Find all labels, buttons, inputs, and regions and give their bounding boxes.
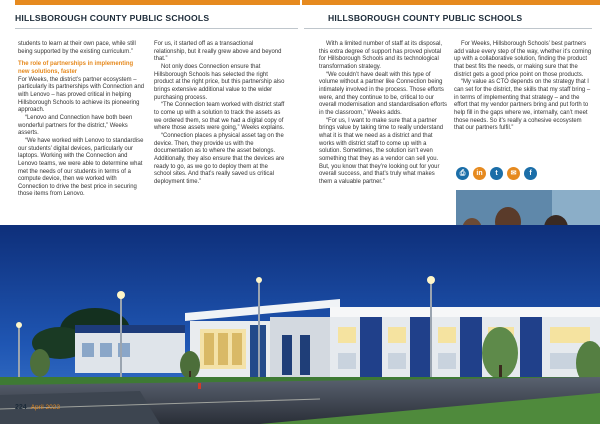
paragraph: With a limited number of staff at its disposal, this extra degree of support has proved pivotal for Hillsborough Schools and its technological transformation strategy. bbox=[319, 41, 443, 70]
school-building-illustration bbox=[0, 225, 600, 424]
article-column-2 bbox=[154, 41, 286, 186]
paragraph: “For us, I want to make sure that a partner brings value by taking time to really understand what it is that we need as a district and that works with district staff to come up with a solution. Sometimes, the solution isn’t even something that they as a vendor can sell you. But, you know that they’re looking out for your overall success, and that’s truly what makes them a valuable partner.” bbox=[319, 117, 444, 185]
page-footer bbox=[15, 404, 60, 411]
page-header bbox=[0, 0, 600, 30]
issue-date: April 2023 bbox=[30, 404, 60, 411]
paragraph: “Lenovo and Connection have both been wonderful partners for the district,” Weeks asserts. bbox=[18, 114, 133, 137]
facebook-icon[interactable]: f bbox=[524, 167, 537, 180]
paragraph: For Weeks, Hillsborough Schools’ best partners add value every step of the way, whether it’s coming up with a collaborative solution, finding the product that best fits the needs, or making sure that the district gets a good price point on those products. bbox=[454, 41, 592, 78]
header-title-right: HILLSBOROUGH COUNTY PUBLIC SCHOOLS bbox=[328, 13, 523, 23]
paragraph: Not only does Connection ensure that Hillsborough Schools has selected the right product at the right price, but this partnership also brings extensive additional value to the wider purchasing process. bbox=[154, 63, 285, 101]
linkedin-icon[interactable]: in bbox=[473, 167, 486, 180]
paragraph: “Connection places a physical asset tag on the device. Then, they provide us with the documentation as to where the asset belongs. Additionally, they also ensure that the devices are ready to go, as we go to deploy them at the school sites. And that’s really saved us critical deployment time.” bbox=[154, 132, 285, 185]
paragraph: “We couldn’t have dealt with this type of volume without a partner like Connection being intimately involved in the process. Those efforts were, and they continue to be, critical to our overall modernisation and standardisation efforts in the classroom,” Weeks adds. bbox=[319, 71, 447, 116]
article-column-4 bbox=[454, 41, 592, 133]
paragraph: “The Connection team worked with district staff to come up with a solution to track the assets as we ordered them, so that we had a digital copy of where those assets were going,” Weeks explains. bbox=[154, 102, 285, 132]
school-building-photo bbox=[0, 225, 600, 424]
paragraph: “We have worked with Lenovo to standardise our students’ digital devices, particularly our laptops. Working with the Connection and Lenovo teams, we were able to determine what met the needs of our students in terms of a compute device, then we worked with Connection to drive the best price in securing those items from Lenovo. bbox=[18, 137, 144, 198]
header-rule-right bbox=[304, 28, 592, 29]
header-title-left: HILLSBOROUGH COUNTY PUBLIC SCHOOLS bbox=[15, 13, 210, 23]
paragraph: “My value as CTO depends on the strategy that I can set for the district, the skills that my staff bring – in terms of implementing that strategy – and the effort that my vendor partners bring and put forth to help fill in the gaps where we, internally, can’t meet those needs. So it’s really a cohesive ecosystem that our partners fulfil.” bbox=[454, 79, 591, 132]
header-accent-bar-left bbox=[15, 0, 300, 5]
header-accent-bar-right bbox=[302, 0, 600, 5]
article-column-1 bbox=[18, 41, 146, 199]
paragraph: For us, it started off as a transactional relationship, but it really grew above and beyond that.” bbox=[154, 41, 282, 63]
section-subheading: The role of partnerships in implementing new solutions, faster bbox=[18, 61, 134, 75]
header-rule-left bbox=[15, 28, 298, 29]
email-icon[interactable]: ✉ bbox=[507, 167, 520, 180]
twitter-icon[interactable]: t bbox=[490, 167, 503, 180]
paragraph: For Weeks, the district’s partner ecosystem – particularly its partnerships with Connection and with Lenovo – has proved critical in helping Hillsborough Schools to achieve its pioneering approach. bbox=[18, 76, 145, 114]
print-icon[interactable]: ⎙ bbox=[456, 167, 469, 180]
article-column-3 bbox=[319, 41, 447, 186]
paragraph: students to learn at their own pace, while still being supported by the existing curriculum.” bbox=[18, 41, 136, 55]
page-number: 224 bbox=[15, 404, 27, 411]
